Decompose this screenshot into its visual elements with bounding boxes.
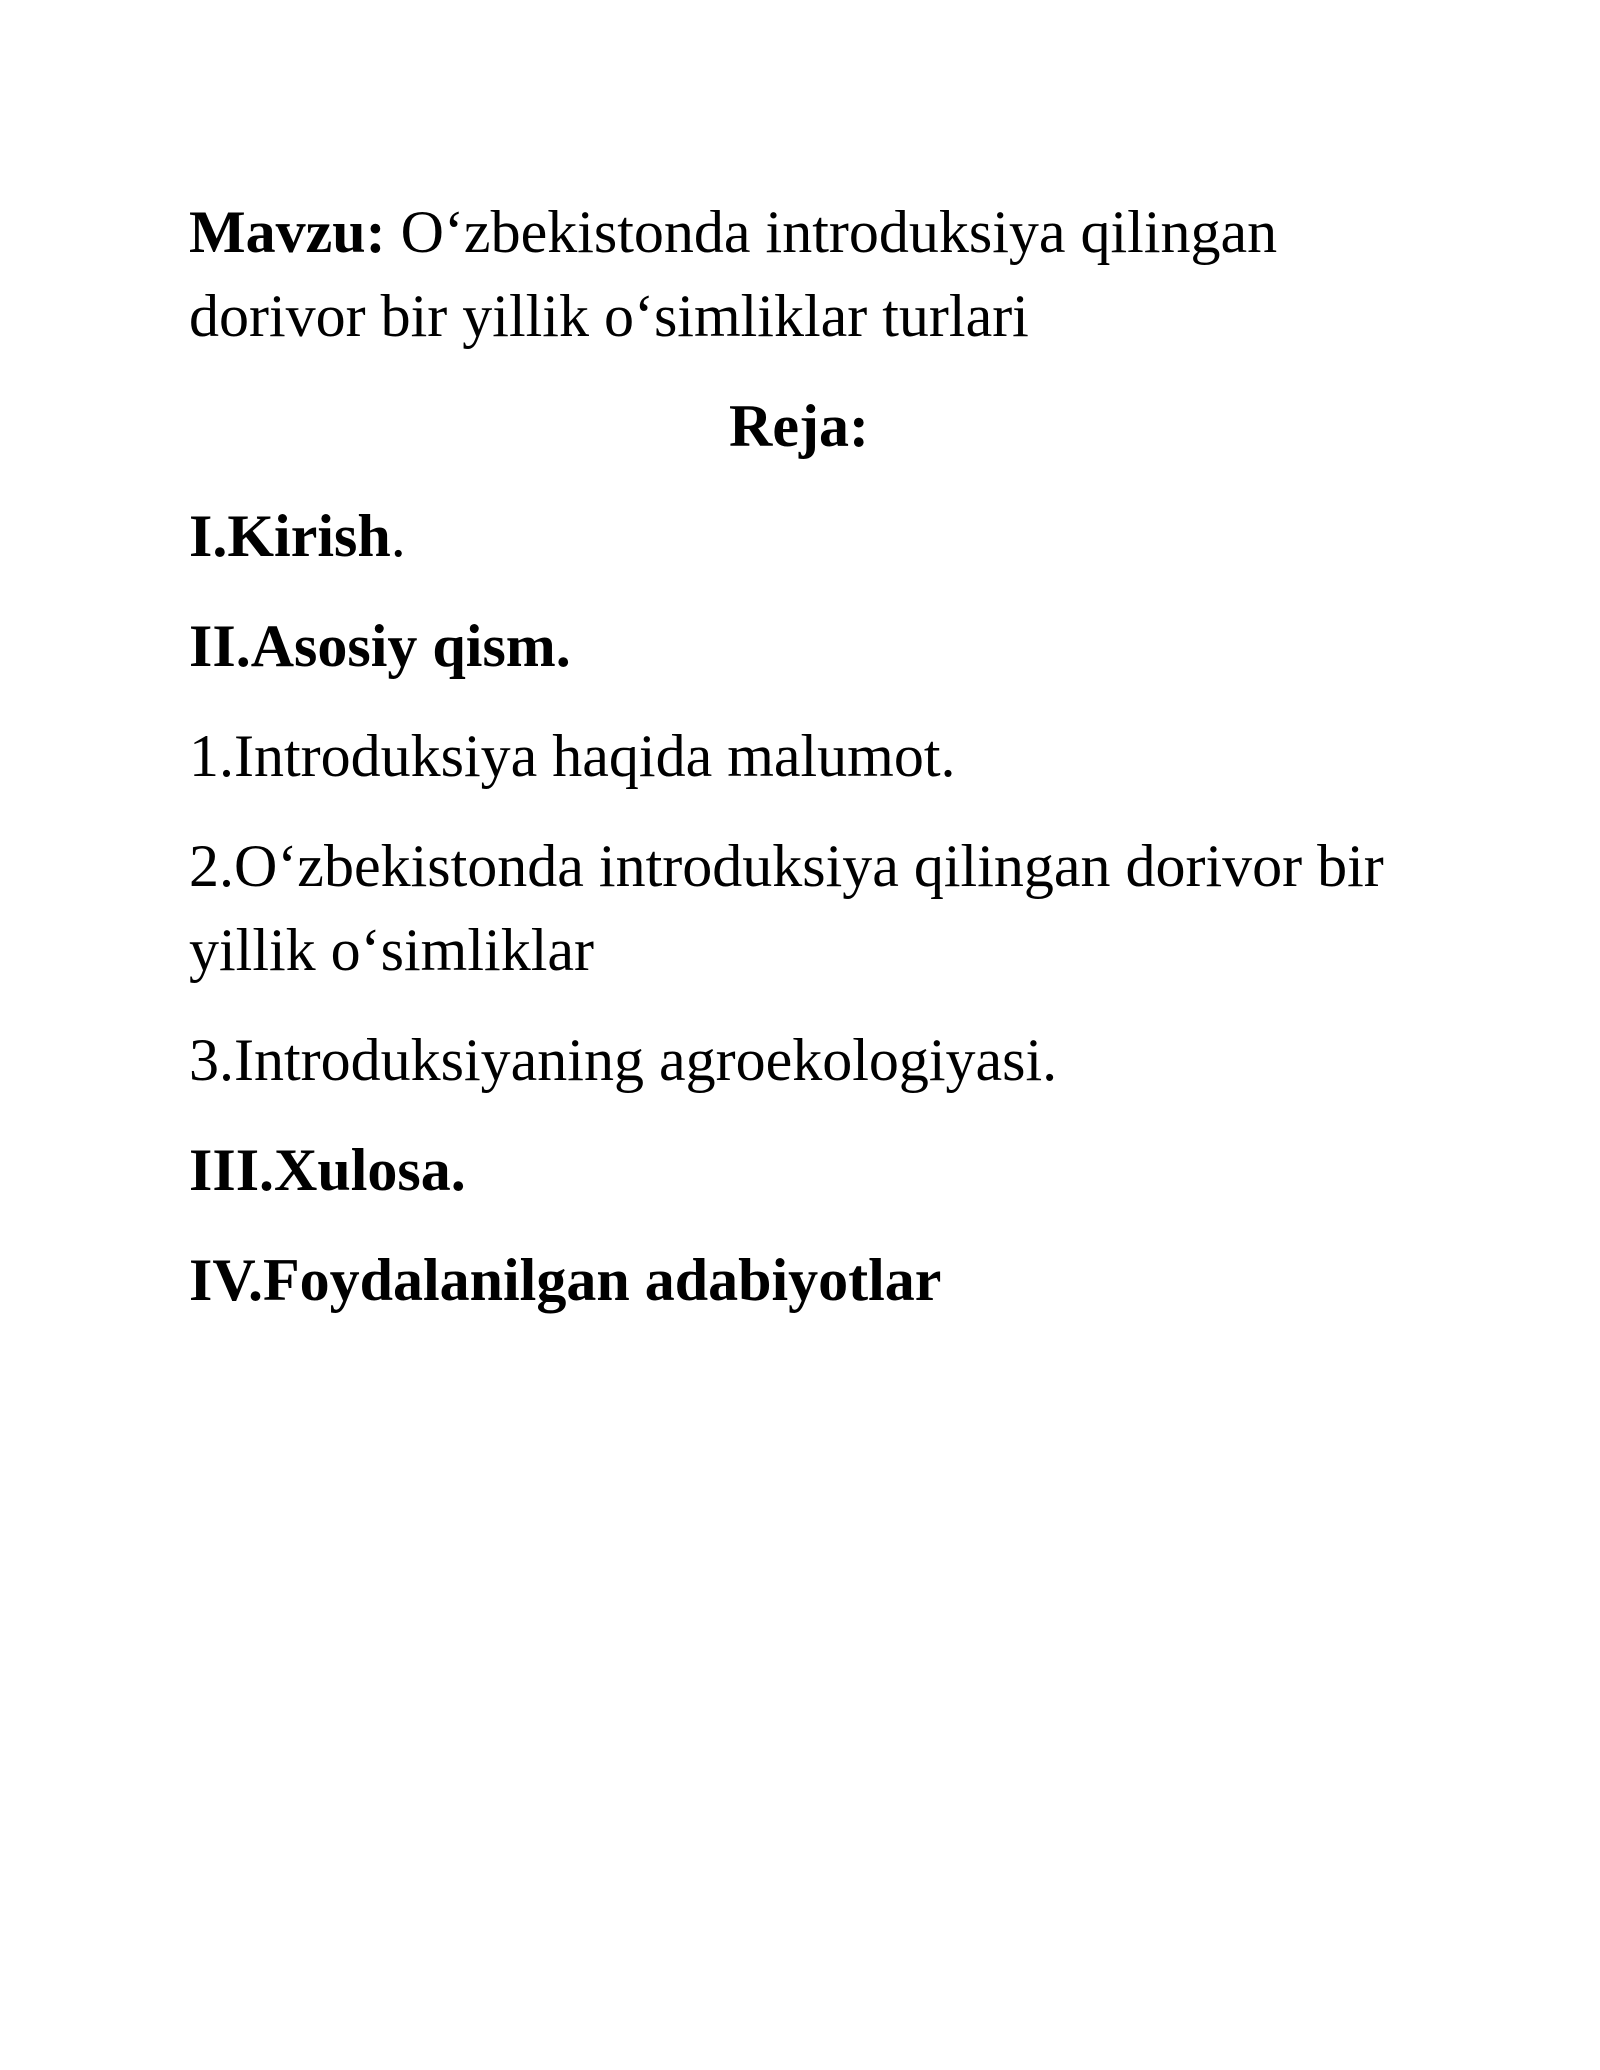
plan-item-main-part: II.Asosiy qism. (189, 613, 571, 679)
plan-item-introduction (189, 494, 1389, 578)
plan-subitem-3: 3.Introduksiyaning agroekologiyasi. (189, 1027, 1058, 1093)
plan-heading: Reja: (729, 393, 869, 459)
plan-subitem-1: 1.Introduksiya haqida malumot. (189, 723, 956, 789)
topic-paragraph (189, 190, 1389, 358)
topic-text: O‘zbekistonda introduksiya qilingan dorivor bir yillik o‘simliklar turlari (189, 199, 1278, 349)
topic-label: Mavzu: (189, 199, 386, 265)
document-body (189, 190, 1389, 1348)
plan-item-references: IV.Foydalanilgan adabiyotlar (189, 1247, 942, 1313)
plan-subitem-2: 2.O‘zbekistonda introduksiya qilingan dorivor bir yillik o‘simliklar (189, 833, 1384, 983)
plan-item-introduction-suffix: . (390, 503, 406, 569)
plan-item-introduction-text: I.Kirish (189, 503, 391, 569)
plan-item-conclusion: III.Xulosa. (189, 1137, 466, 1203)
